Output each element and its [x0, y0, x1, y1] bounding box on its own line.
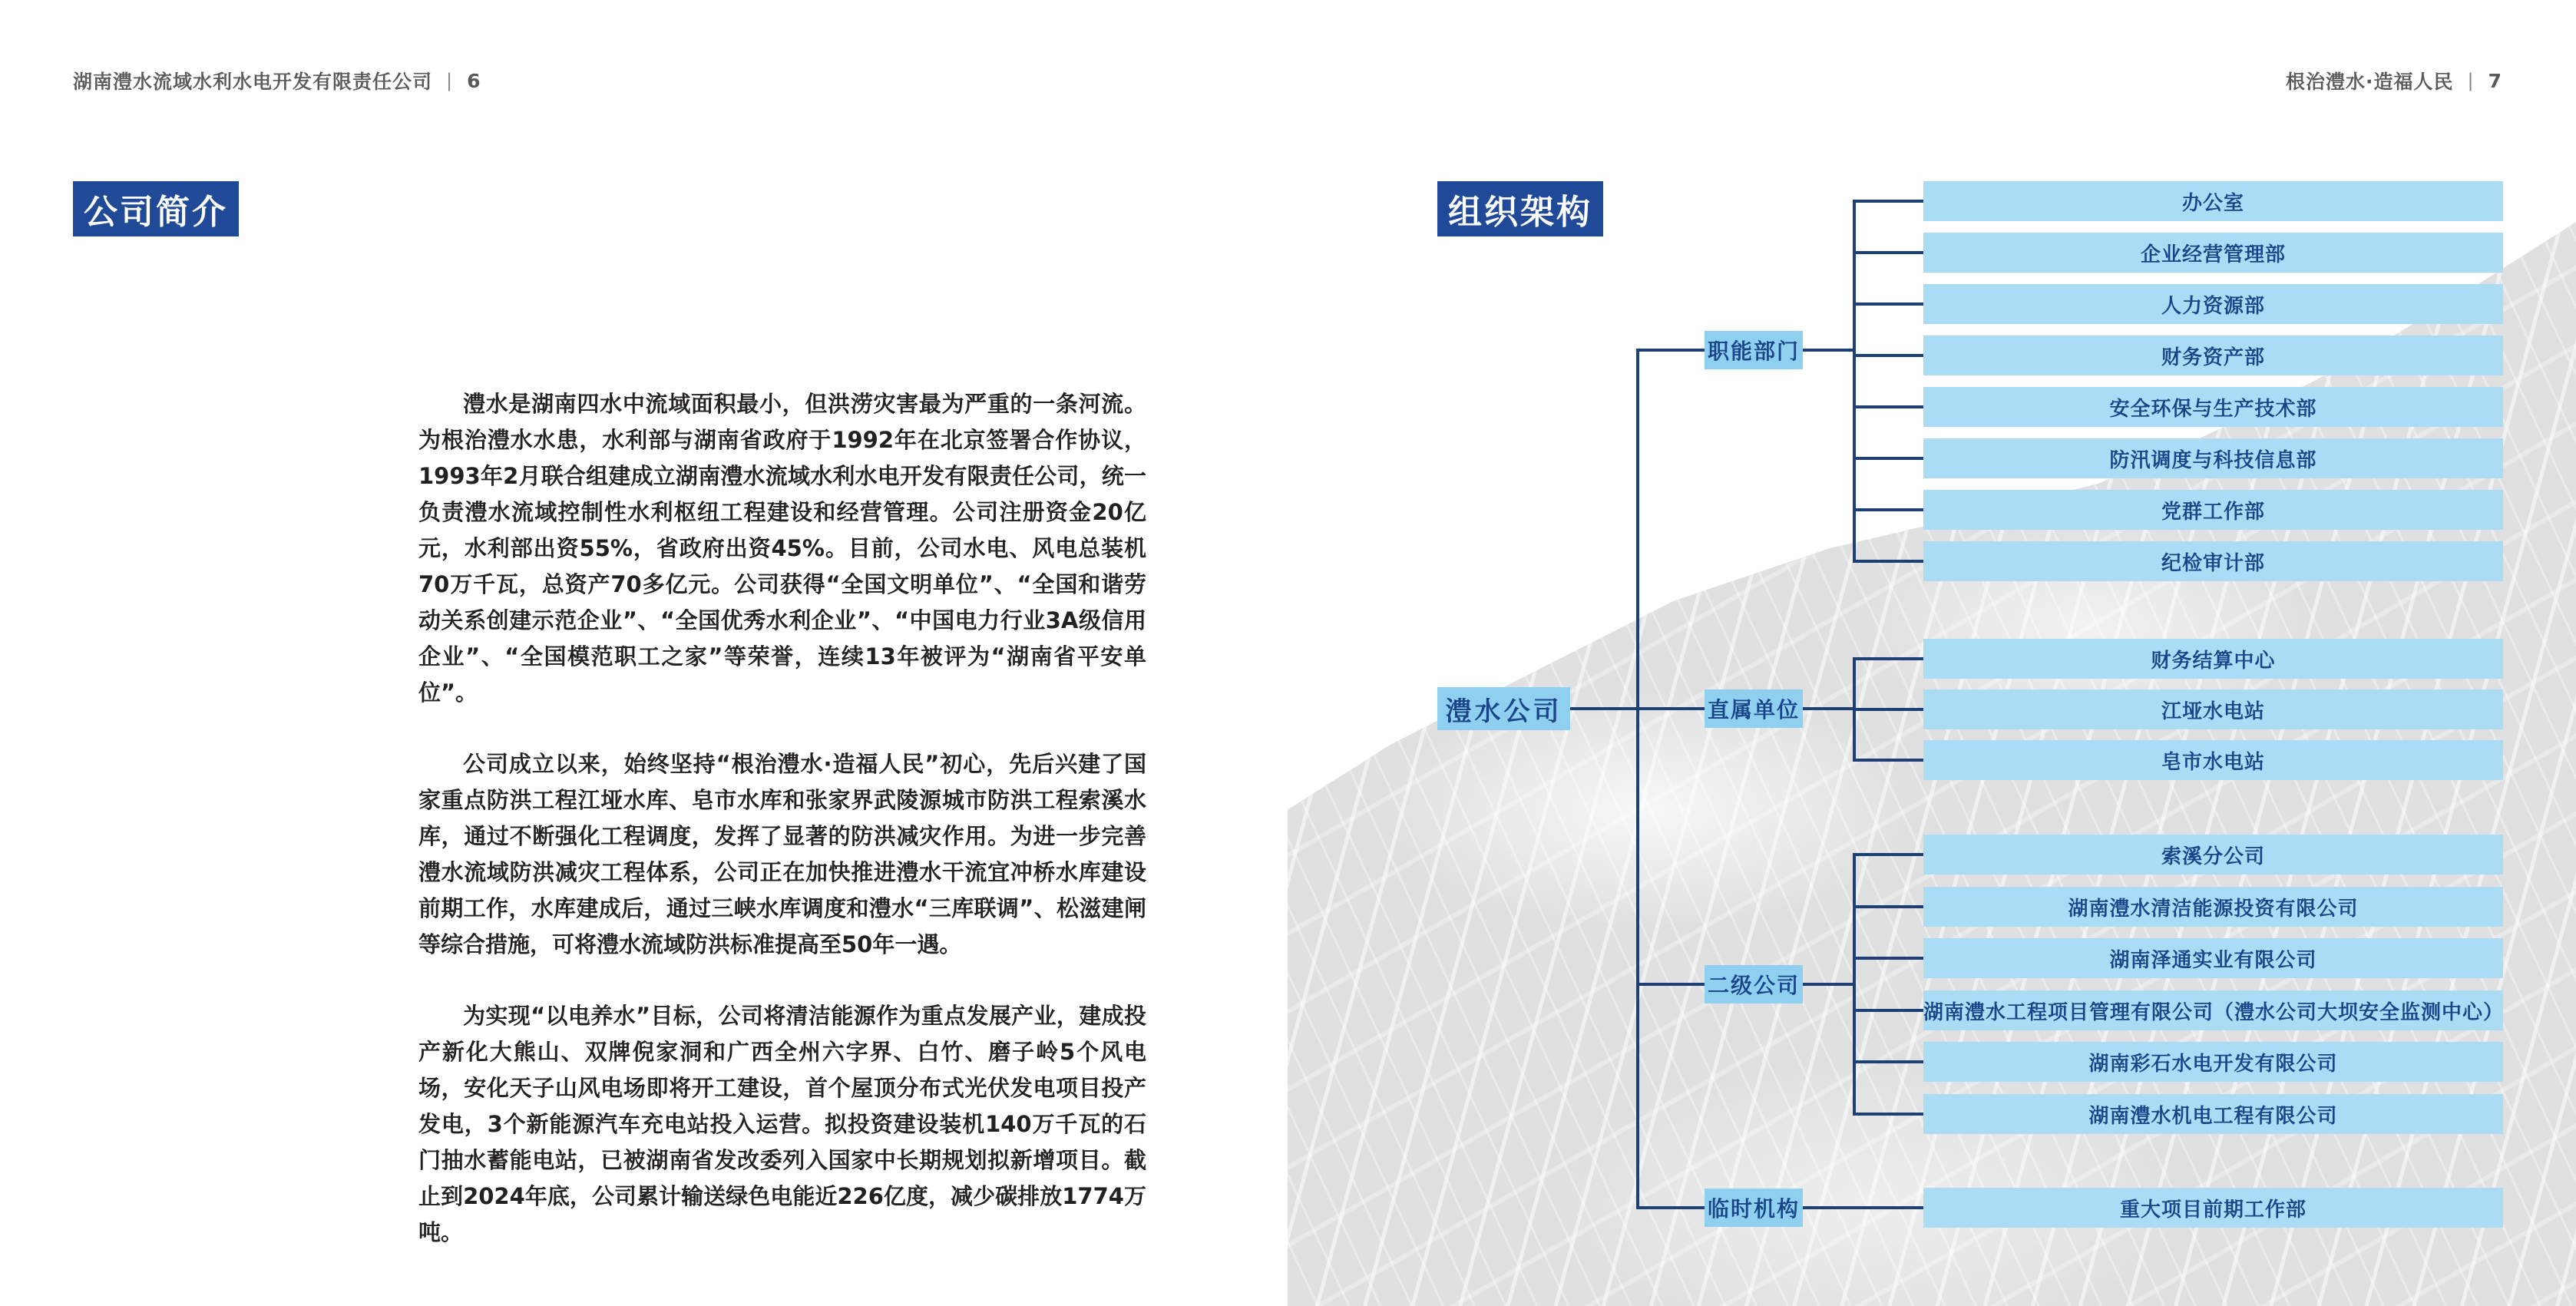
- org-child-box: 湖南泽通实业有限公司: [1923, 938, 2503, 978]
- connector-line: [1636, 1206, 1705, 1209]
- connector-line: [1803, 1206, 1923, 1209]
- connector-line: [1853, 1009, 1923, 1012]
- org-group-label: 临时机构: [1705, 1189, 1803, 1227]
- connector-line: [1853, 200, 1923, 203]
- org-child-box: 湖南澧水工程项目管理有限公司（澧水公司大坝安全监测中心）: [1923, 990, 2503, 1030]
- page-number-left: 6: [467, 69, 481, 92]
- org-group-label: 直属单位: [1705, 689, 1803, 728]
- connector-line: [1853, 560, 1923, 563]
- org-child-box: 党群工作部: [1923, 490, 2503, 530]
- org-child-box: 湖南澧水机电工程有限公司: [1923, 1094, 2503, 1134]
- org-child-box: 湖南澧水清洁能源投资有限公司: [1923, 887, 2503, 927]
- org-trunk-line: [1636, 349, 1639, 1209]
- connector-line: [1636, 349, 1705, 352]
- org-child-box: 皂市水电站: [1923, 740, 2503, 780]
- org-child-box: 财务资产部: [1923, 336, 2503, 375]
- org-root-box: 澧水公司: [1437, 687, 1570, 730]
- org-group-label: 职能部门: [1705, 331, 1803, 369]
- intro-paragraph-1: 澧水是湖南四水中流域面积最小，但洪涝灾害最为严重的一条河流。为根治澧水水患，水利部与湖南省政府于1992年在北京签署合作协议，1993年2月联合组建成立湖南澧水流域水利水电开发有限责任公司，统一负责澧水流域控制性水利枢纽工程建设和经营管理。公司注册资金20亿元，水利部出资55%，省政府出资45%。目前，公司水电、风电总装机70万千瓦，总资产70多亿元。公司获得“全国文明单位”、“全国和谐劳动关系创建示范企业”、“全国优秀水利企业”、“中国电力行业3A级信用企业”、“全国模范职工之家”等荣誉，连续13年被评为“湖南省平安单位”。: [418, 391, 1146, 706]
- org-child-box: 湖南彩石水电开发有限公司: [1923, 1042, 2503, 1082]
- org-child-box: 财务结算中心: [1923, 639, 2503, 679]
- connector-line: [1853, 354, 1923, 357]
- org-child-box: 重大项目前期工作部: [1923, 1188, 2503, 1228]
- header-separator: |: [2467, 70, 2475, 91]
- section-title-text: 公司简介: [84, 193, 228, 232]
- connector-line: [1853, 405, 1923, 408]
- org-child-box: 索溪分公司: [1923, 835, 2503, 875]
- intro-paragraph-2: 公司成立以来，始终坚持“根治澧水·造福人民”初心，先后兴建了国家重点防洪工程江垭水库、皂市水库和张家界武陵源城市防洪工程索溪水库，通过不断强化工程调度，发挥了显著的防洪减灾作用。为进一步完善澧水流域防洪减灾工程体系，公司正在加快推进澧水干流宜冲桥水库建设前期工作，水库建成后，通过三峡水库调度和澧水“三库联调”、松滋建闸等综合措施，可将澧水流域防洪标准提高至50年一遇。: [418, 751, 1146, 957]
- connector-line: [1853, 905, 1923, 908]
- connector-line: [1853, 303, 1923, 306]
- connector-line: [1853, 759, 1923, 762]
- connector-line: [1636, 983, 1705, 986]
- connector-line: [1853, 1113, 1923, 1116]
- slogan: 根治澧水·造福人民: [2286, 71, 2454, 93]
- connector-line: [1853, 251, 1923, 254]
- org-group-label: 二级公司: [1705, 965, 1803, 1003]
- connector-line: [1803, 707, 1854, 710]
- connector-line: [1853, 1060, 1923, 1063]
- connector-line: [1803, 349, 1854, 352]
- org-child-box: 防汛调度与科技信息部: [1923, 438, 2503, 478]
- page-number-right: 7: [2488, 69, 2502, 92]
- connector-line: [1803, 983, 1854, 986]
- org-child-box: 企业经营管理部: [1923, 233, 2503, 273]
- connector-line: [1853, 457, 1923, 460]
- connector-line: [1853, 957, 1923, 960]
- intro-paragraph-3: 为实现“以电养水”目标，公司将清洁能源作为重点发展产业，建成投产新化大熊山、双牌倪家洞和广西全州六字界、白竹、磨子岭5个风电场，安化天子山风电场即将开工建设，首个屋顶分布式光伏发电项目投产发电，3个新能源汽车充电站投入运营。拟投资建设装机140万千瓦的石门抽水蓄能电站，已被湖南省发改委列入国家中长期规划拟新增项目。截止到2024年底，公司累计输送绿色电能近226亿度，减少碳排放1774万吨。: [418, 1003, 1146, 1245]
- org-child-box: 安全环保与生产技术部: [1923, 387, 2503, 427]
- org-child-box: 办公室: [1923, 181, 2503, 221]
- connector-bracket-line: [1853, 853, 1856, 1116]
- section-title-text: 组织架构: [1448, 193, 1592, 232]
- header-separator: |: [446, 70, 454, 91]
- connector-line: [1570, 707, 1705, 710]
- connector-line: [1853, 508, 1923, 511]
- company-name: 湖南澧水流域水利水电开发有限责任公司: [73, 71, 433, 93]
- org-child-box: 人力资源部: [1923, 284, 2503, 324]
- org-child-box: 纪检审计部: [1923, 541, 2503, 581]
- org-child-box: 江垭水电站: [1923, 689, 2503, 729]
- connector-line: [1853, 853, 1923, 856]
- connector-line: [1853, 657, 1923, 660]
- connector-line: [1853, 708, 1923, 711]
